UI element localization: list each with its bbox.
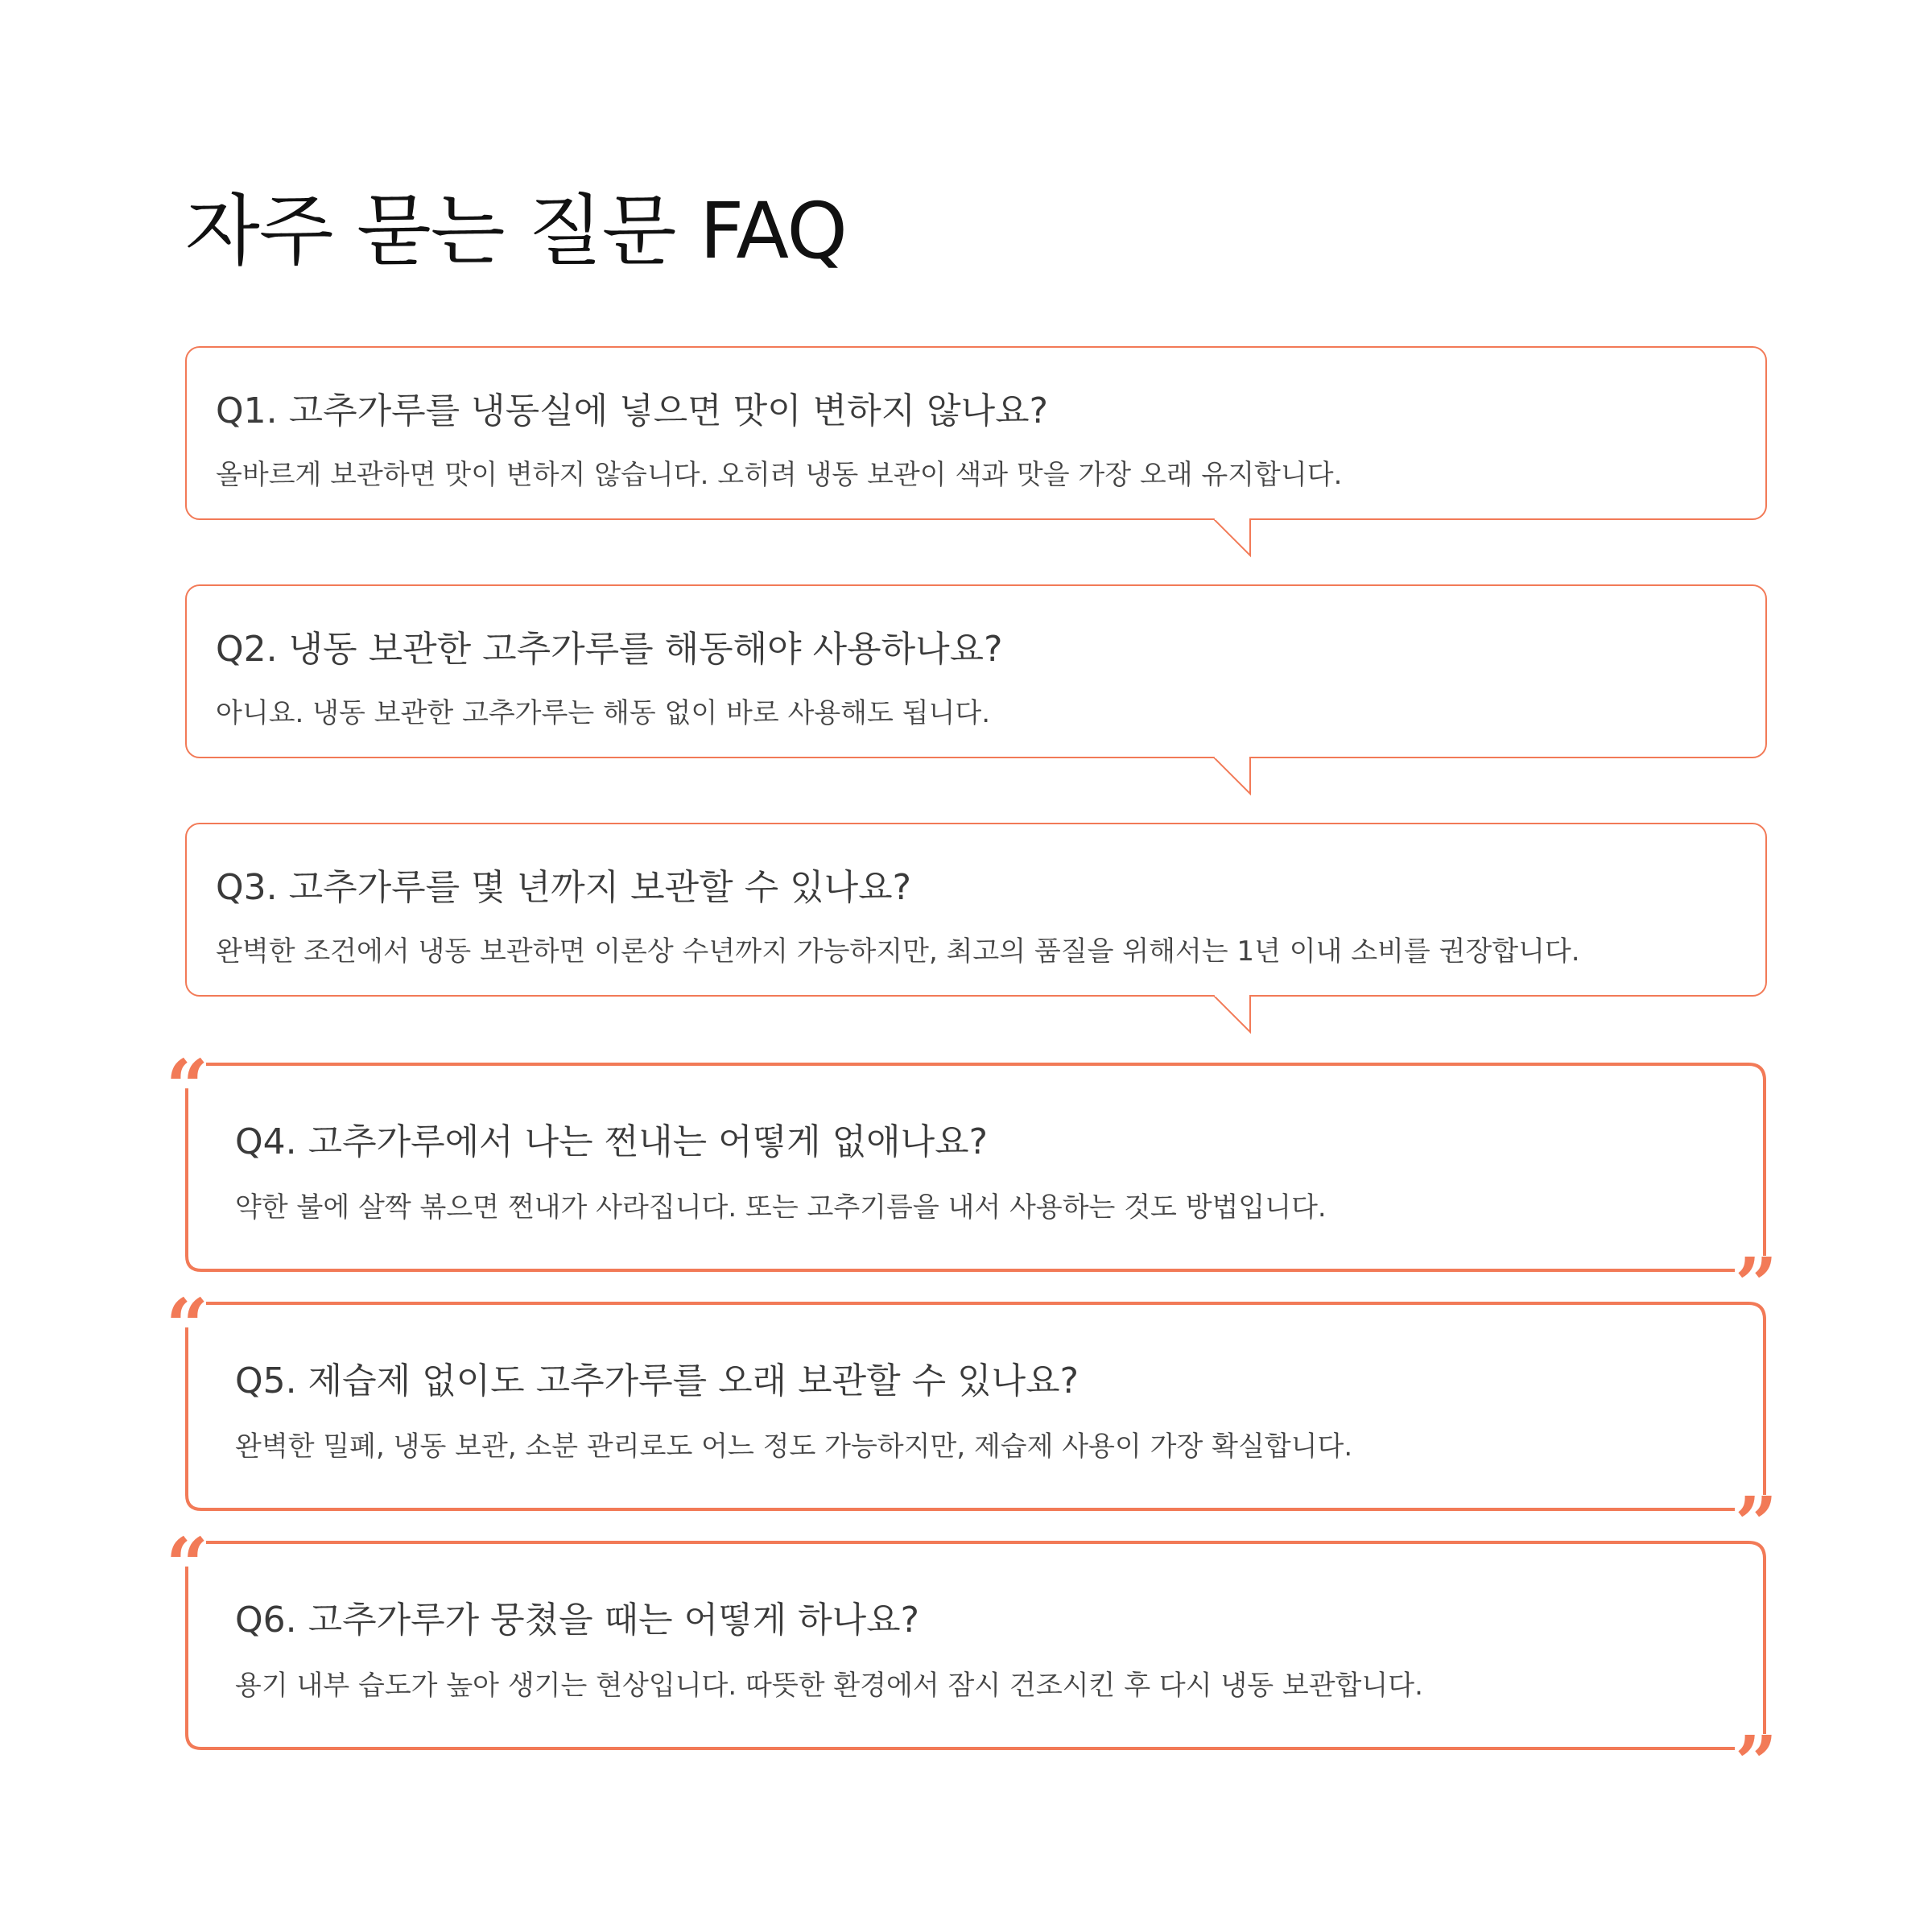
speech-tail-icon xyxy=(1213,757,1261,797)
close-quote-icon: ” xyxy=(1735,1719,1777,1806)
close-quote-icon: ” xyxy=(1735,1241,1777,1328)
faq-question: Q5. 제습제 없이도 고추가루를 오래 보관할 수 있나요? xyxy=(235,1360,1079,1402)
quote-frame-icon xyxy=(185,1064,1767,1272)
faq-question: Q1. 고추가루를 냉동실에 넣으면 맛이 변하지 않나요? xyxy=(216,390,1048,431)
open-quote-icon: “ xyxy=(166,1521,208,1608)
faq-answer: 완벽한 밀폐, 냉동 보관, 소분 관리로도 어느 정도 가능하지만, 제습제 사용이 가장 확실합니다. xyxy=(235,1430,1353,1463)
faq-card-2 xyxy=(185,584,1767,758)
faq-card-1 xyxy=(185,346,1767,520)
faq-question: Q2. 냉동 보관한 고추가루를 해동해야 사용하나요? xyxy=(216,629,1003,670)
page-title: 자주 묻는 질문 FAQ xyxy=(185,186,847,276)
faq-card-3 xyxy=(185,823,1767,997)
close-quote-icon: ” xyxy=(1735,1480,1777,1567)
quote-frame-icon xyxy=(185,1303,1767,1511)
faq-answer: 완벽한 조건에서 냉동 보관하면 이론상 수년까지 가능하지만, 최고의 품질을 위해서는 1년 이내 소비를 권장합니다. xyxy=(216,935,1580,968)
quote-frame-icon xyxy=(185,1542,1767,1750)
faq-question: Q6. 고추가루가 뭉쳤을 때는 어떻게 하나요? xyxy=(235,1600,919,1641)
open-quote-icon: “ xyxy=(166,1282,208,1369)
faq-answer: 약한 불에 살짝 볶으면 쩐내가 사라집니다. 또는 고추기름을 내서 사용하는 것도 방법입니다. xyxy=(235,1191,1327,1224)
speech-tail-icon xyxy=(1213,518,1261,559)
faq-answer: 용기 내부 습도가 높아 생기는 현상입니다. 따뜻한 환경에서 잠시 건조시킨 후 다시 냉동 보관합니다. xyxy=(235,1670,1423,1702)
faq-answer: 아니요. 냉동 보관한 고추가루는 해동 없이 바로 사용해도 됩니다. xyxy=(216,697,991,729)
faq-question: Q4. 고추가루에서 나는 쩐내는 어떻게 없애나요? xyxy=(235,1121,988,1162)
open-quote-icon: “ xyxy=(166,1043,208,1130)
faq-card-4 xyxy=(166,1043,1777,1328)
faq-question: Q3. 고추가루를 몇 년까지 보관할 수 있나요? xyxy=(216,867,911,908)
speech-tail-icon xyxy=(1213,995,1261,1035)
faq-answer: 올바르게 보관하면 맛이 변하지 않습니다. 오히려 냉동 보관이 색과 맛을 가장 오래 유지합니다. xyxy=(216,459,1343,491)
faq-card-6 xyxy=(166,1521,1777,1806)
faq-card-5 xyxy=(166,1282,1777,1567)
